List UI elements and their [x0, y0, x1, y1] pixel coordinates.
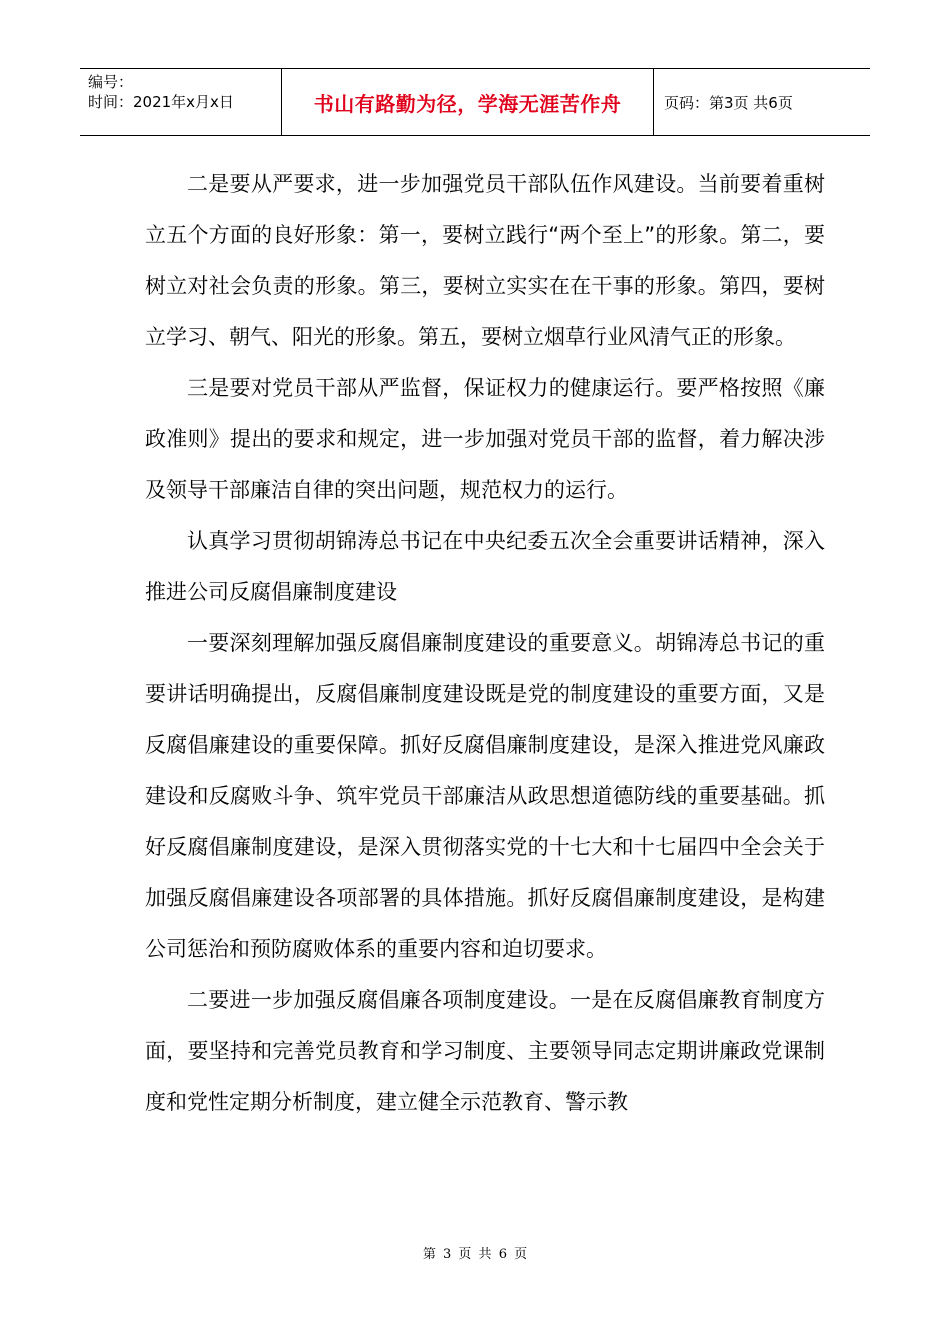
- number-label: 编号：: [88, 73, 134, 91]
- paragraph: 三是要对党员干部从严监督，保证权力的健康运行。要严格按照《廉政准则》提出的要求和规定，进一步加强对党员干部的监督，着力解决涉及领导干部廉洁自律的突出问题，规范权力的运行。: [145, 376, 825, 502]
- header-page-info: 页码：第3页 共6页: [664, 93, 793, 112]
- paragraph: 二是要从严要求，进一步加强党员干部队伍作风建设。当前要着重树立五个方面的良好形象：第一，要树立践行“两个至上”的形象。第二，要树立对社会负责的形象。第三，要树立实实在在干事的形象。第四，要树立学习、朝气、阳光的形象。第五，要树立烟草行业风清气正的形象。: [145, 172, 825, 349]
- document-header: [80, 68, 870, 136]
- header-motto: 书山有路勤为径，学海无涯苦作舟: [282, 69, 654, 135]
- time-label: 时间：2021年x月x日: [88, 93, 234, 111]
- header-meta: [80, 69, 282, 135]
- paragraph: 一要深刻理解加强反腐倡廉制度建设的重要意义。胡锦涛总书记的重要讲话明确提出，反腐倡廉制度建设既是党的制度建设的重要方面，又是反腐倡廉建设的重要保障。抓好反腐倡廉制度建设，是深入推进党风廉政建设和反腐败斗争、筑牢党员干部廉洁从政思想道德防线的重要基础。抓好反腐倡廉制度建设，是深入贯彻落实党的十七大和十七届四中全会关于加强反腐倡廉建设各项部署的具体措施。抓好反腐倡廉制度建设，是构建公司惩治和预防腐败体系的重要内容和迫切要求。: [145, 631, 825, 961]
- document-body: [145, 159, 825, 1128]
- section-heading: 认真学习贯彻胡锦涛总书记在中央纪委五次全会重要讲话精神，深入推进公司反腐倡廉制度建设: [145, 529, 825, 604]
- paragraph: 二要进一步加强反腐倡廉各项制度建设。一是在反腐倡廉教育制度方面，要坚持和完善党员教育和学习制度、主要领导同志定期讲廉政党课制度和党性定期分析制度，建立健全示范教育、警示教: [145, 988, 825, 1114]
- page-footer: 第 3 页 共 6 页: [422, 1247, 528, 1262]
